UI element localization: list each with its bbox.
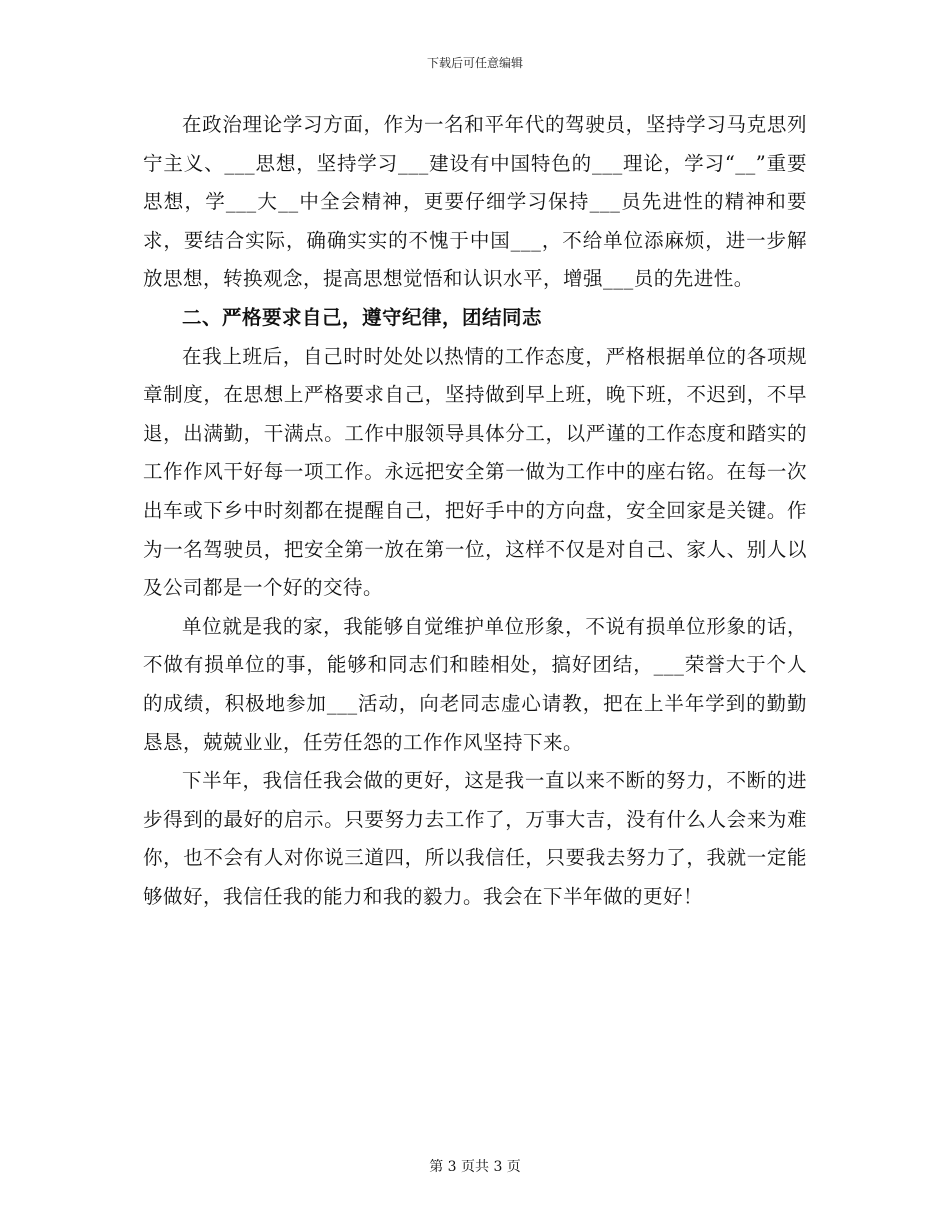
paragraph-unit-as-home: 单位就是我的家，我能够自觉维护单位形象，不说有损单位形象的话，不做有损单位的事，能够和同志们和睦相处，搞好团结，___荣誉大于个人的成绩，积极地参加___活动，向老同志虚心请教，把在上半年学到的勤勤恳恳，兢兢业业，任劳任怨的工作作风坚持下来。 [143,614,807,754]
section-heading-discipline: 二、严格要求自己，遵守纪律，团结同志 [182,305,543,329]
page-number: 第 3 页共 3 页 [429,1159,521,1175]
paragraph-second-half-year: 下半年，我信任我会做的更好，这是我一直以来不断的努力，不断的进步得到的最好的启示。只要努力去工作了，万事大吉，没有什么人会来为难你，也不会有人对你说三道四，所以我信任，只要我去努力了，我就一定能够做好，我信任我的能力和我的毅力。我会在下半年做的更好！ [143,769,807,908]
document-body [143,106,807,916]
paragraph-political-study: 在政治理论学习方面，作为一名和平年代的驾驶员，坚持学习马克思列宁主义、___思想，坚持学习___建设有中国特色的___理论，学习“__”重要思想，学___大__中全会精神，更要仔细学习保持___员先进性的精神和要求，要结合实际，确确实实的不愧于中国___，不给单位添麻烦，进一步解放思想，转换观念，提高思想觉悟和认识水平，增强___员的先进性。 [143,113,807,291]
paragraph-work-attitude: 在我上班后，自己时时处处以热情的工作态度，严格根据单位的各项规章制度，在思想上严格要求自己，坚持做到早上班，晚下班，不迟到，不早退，出满勤，干满点。工作中服领导具体分工，以严谨的工作态度和踏实的工作作风干好每一项工作。永远把安全第一做为工作中的座右铭。在每一次出车或下乡中时刻都在提醒自己，把好手中的方向盘，安全回家是关键。作为一名驾驶员，把安全第一放在第一位，这样不仅是对自己、家人、别人以及公司都是一个好的交待。 [143,344,807,600]
page-header-note: 下载后可任意编辑 [426,56,523,70]
